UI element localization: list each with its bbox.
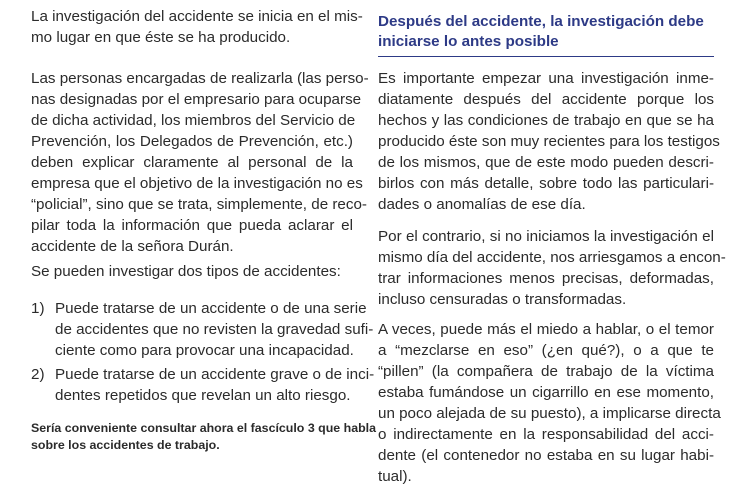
heading-line: iniciarse lo antes posible <box>378 33 559 50</box>
list-item <box>31 298 374 361</box>
text-line: nas designadas por el empresario para ocuparse <box>31 91 362 108</box>
section-heading <box>378 12 714 52</box>
text-line: empresa que el objetivo de la investigación no es <box>31 175 363 192</box>
text-line: Es importante empezar una investigación inme- <box>378 70 714 87</box>
list-item-text <box>55 298 374 361</box>
text-line: dades o anomalías de ese día. <box>378 196 586 213</box>
list-number: 2) <box>31 366 45 383</box>
text-line: mismo día del accidente, nos arriesgamos a encon- <box>378 249 726 266</box>
text-line: Puede tratarse de un accidente o de una serie <box>55 300 367 317</box>
text-line: Las personas encargadas de realizarla (las perso- <box>31 70 369 87</box>
text-line: Por el contrario, si no iniciamos la investigación el <box>378 228 714 245</box>
text-line: “pillen” (la compañera de trabajo de la víctima <box>378 363 714 380</box>
text-line: birlos con más detalle, sobre todo las particulari- <box>378 175 714 192</box>
text-line: mo lugar en que éste se ha producido. <box>31 29 291 46</box>
text-line: un poco alejada de su puesto), a implicarse directa <box>378 405 721 422</box>
list-item <box>31 364 375 406</box>
text-line: o indirectamente en la responsabilidad del acci- <box>378 426 714 443</box>
list-item-text <box>55 364 375 406</box>
urgency-paragraph <box>378 68 720 215</box>
text-line: dente (el contenedor no estaba en su lugar habi- <box>378 447 714 464</box>
text-line: “policial”, sino que se trata, simplemente, de reco- <box>31 196 367 213</box>
text-line: pilar toda la información que pueda aclarar el <box>31 217 353 234</box>
fear-paragraph <box>378 319 721 487</box>
text-line: deben explicar claramente al personal de la <box>31 154 353 171</box>
text-line: a “mezclarse en eso” (¿en qué?), o a que te <box>378 342 714 359</box>
text-line: diatamente después del accidente porque los <box>378 91 714 108</box>
text-line: accidente de la señora Durán. <box>31 238 234 255</box>
text-line: hechos y las condiciones de trabajo en que se ha <box>378 112 714 129</box>
text-line: incluso censuradas o transformadas. <box>378 291 627 308</box>
text-line: ciente como para provocar una incapacidad. <box>55 342 354 359</box>
text-line: Sería conveniente consultar ahora el fascículo 3 que habla <box>31 421 376 435</box>
text-line: estaba fumándose un cigarrillo en ese momento, <box>378 384 714 401</box>
text-line: A veces, puede más el miedo a hablar, o el temor <box>378 321 714 338</box>
text-line: tual). <box>378 468 412 485</box>
text-line: La investigación del accidente se inicia en el mis- <box>31 8 363 25</box>
text-line: sobre los accidentes de trabajo. <box>31 438 220 452</box>
reference-note <box>31 420 376 454</box>
types-intro: Se pueden investigar dos tipos de accidentes: <box>31 263 341 280</box>
intro-paragraph <box>31 6 363 48</box>
text-line: trar informaciones menos precisas, deformadas, <box>378 270 714 287</box>
text-line: de los mismos, que de este modo pueden descri- <box>378 154 714 171</box>
text-line: de dicha actividad, los miembros del Servicio de <box>31 112 356 129</box>
text-line: Puede tratarse de un accidente grave o de inci- <box>55 366 375 383</box>
text-line: dentes repetidos que revelan un alto riesgo. <box>55 387 351 404</box>
text-line: de accidentes que no revisten la gravedad sufi- <box>55 321 374 338</box>
list-number: 1) <box>31 300 45 317</box>
heading-divider <box>378 56 714 57</box>
delay-risk-paragraph <box>378 226 726 310</box>
heading-line: Después del accidente, la investigación debe <box>378 13 704 30</box>
text-line: producido éste son muy recientes para los testigos <box>378 133 720 150</box>
responsibles-paragraph <box>31 68 369 257</box>
text-line: Prevención, los Delegados de Prevención, etc.) <box>31 133 353 150</box>
